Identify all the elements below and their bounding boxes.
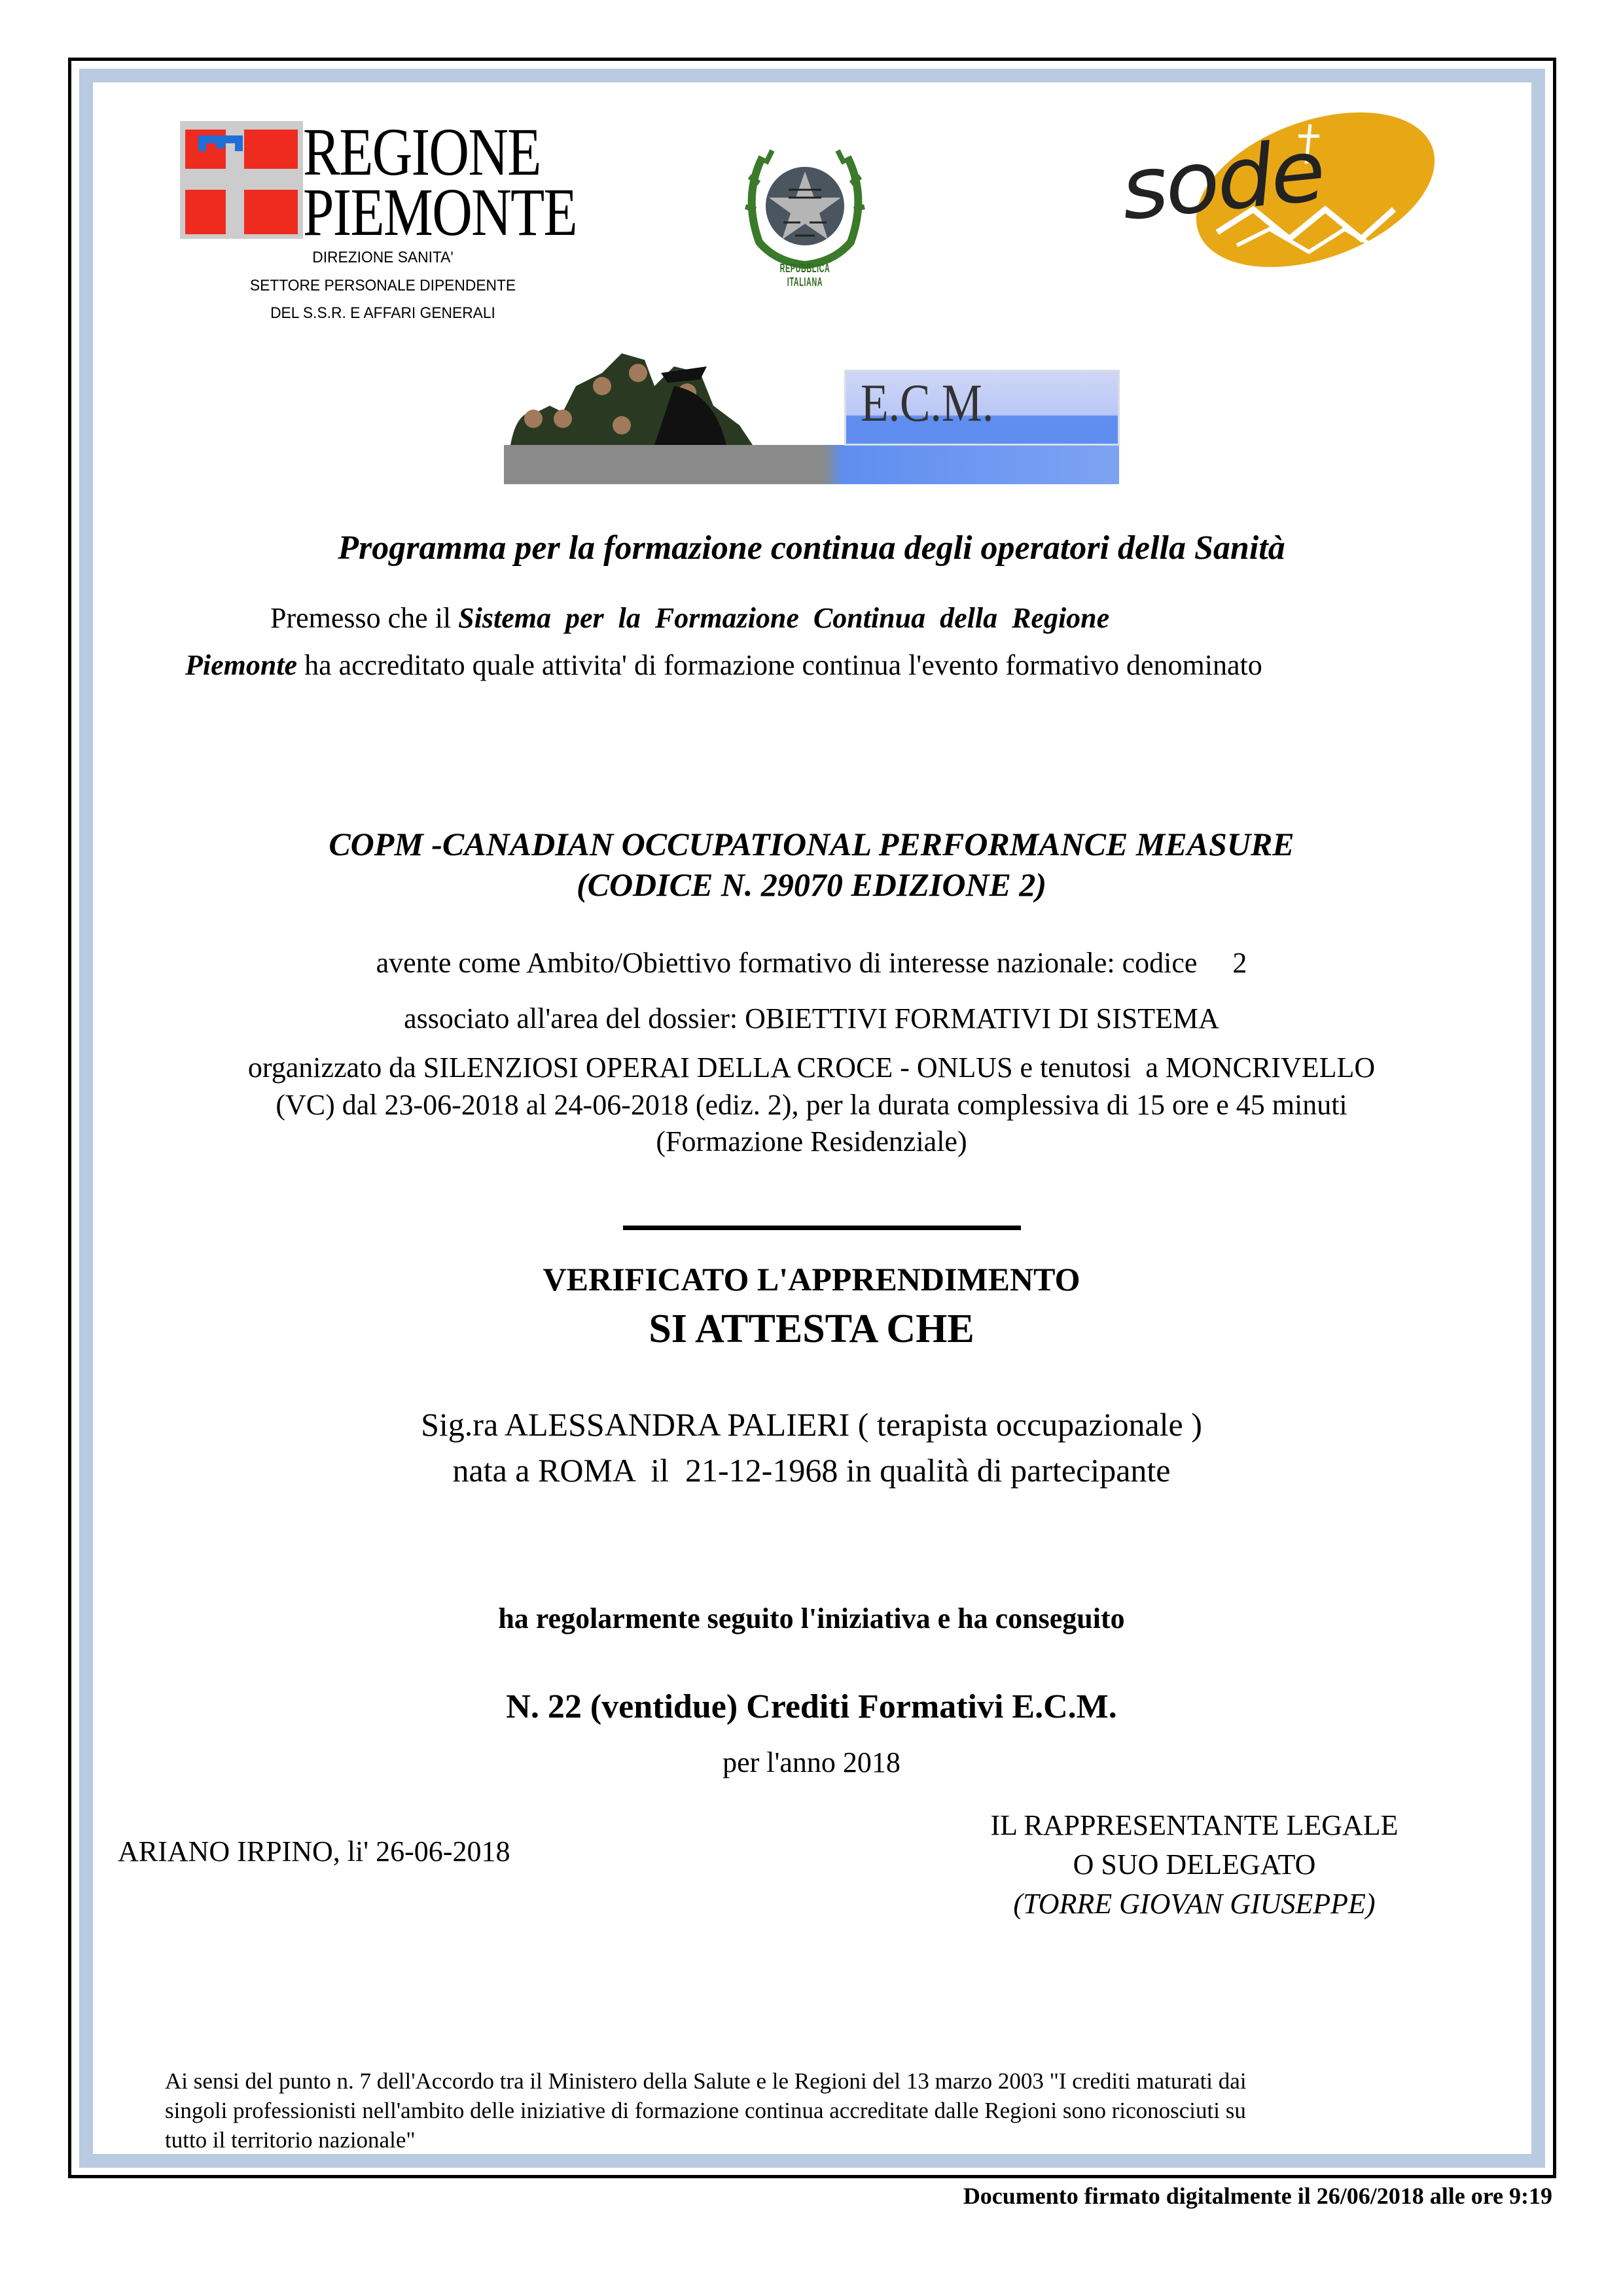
signatory-role-line-2: O SUO DELEGATO xyxy=(1073,1848,1316,1881)
premise-accreditation-text: ha accreditato quale attivita' di formazione continua l'evento formativo denominato xyxy=(304,649,1262,681)
ecm-banner-title: E.C.M. xyxy=(861,373,994,433)
event-organizer-line-3: (Formazione Residenziale) xyxy=(656,1125,967,1157)
legal-note-line-3: tutto il territorio nazionale" xyxy=(165,2127,416,2153)
premise-system-name: Sistema per la Formazione Continua della Regione xyxy=(458,602,1110,634)
completion-statement: ha regolarmente seguito l'iniziativa e ha conseguito xyxy=(498,1602,1125,1634)
sode-logo xyxy=(1113,111,1453,275)
event-organizer-line-1: organizzato da SILENZIOSI OPERAI DELLA CROCE - ONLUS e tenutosi a MONCRIVELLO xyxy=(247,1051,1376,1084)
italian-republic-emblem xyxy=(736,137,874,289)
premise-line-1 xyxy=(270,604,1109,633)
credits-year: per l'anno 2018 xyxy=(722,1746,901,1778)
participant-birth-line: nata a ROMA il 21-12-1968 in qualità di partecipante xyxy=(452,1452,1171,1489)
signatory-name: (TORRE GIOVAN GIUSEPPE) xyxy=(1013,1888,1376,1920)
painting-figures-icon xyxy=(504,347,851,445)
attests-heading: SI ATTESTA CHE xyxy=(649,1307,974,1351)
ecm-banner xyxy=(504,347,1119,491)
logo-word-regione: REGIONE xyxy=(303,115,541,190)
programme-title: Programma per la formazione continua degli operatori della Sanità xyxy=(338,529,1285,567)
premise-line-2 xyxy=(185,651,1262,680)
piemonte-flag-icon xyxy=(180,121,303,239)
event-organizer-line-2: (VC) dal 23-06-2018 al 24-06-2018 (ediz. 2), per la durata complessiva di 15 ore e 45 minuti xyxy=(276,1089,1347,1121)
premise-prefix: Premesso che il xyxy=(270,602,452,634)
section-divider xyxy=(623,1226,1021,1230)
digital-signature-note: Documento firmato digitalmente il 26/06/2018 alle ore 9:19 xyxy=(963,2183,1552,2209)
legal-note-line-1: Ai sensi del punto n. 7 dell'Accordo tra il Ministero della Salute e le Regioni del 13 marzo 2003 "I crediti maturati dai xyxy=(165,2068,1247,2094)
event-title: COPM -CANADIAN OCCUPATIONAL PERFORMANCE MEASURE xyxy=(329,826,1294,862)
regione-piemonte-logo xyxy=(180,115,599,330)
legal-note xyxy=(165,2066,1247,2155)
premise-region-name: Piemonte xyxy=(185,649,298,681)
emblem-caption: REPUBBLICA ITALIANA xyxy=(779,262,830,289)
event-code: (CODICE N. 29070 EDIZIONE 2) xyxy=(576,866,1047,903)
verified-heading: VERIFICATO L'APPRENDIMENTO xyxy=(543,1261,1080,1298)
logo-subtitle-direzione: DIREZIONE SANITA' xyxy=(312,249,454,266)
place-and-date: ARIANO IRPINO, li' 26-06-2018 xyxy=(118,1835,510,1867)
event-dossier-area: associato all'area del dossier: OBIETTIVI FORMATIVI DI SISTEMA xyxy=(404,1002,1219,1034)
participant-name-line: Sig.ra ALESSANDRA PALIERI ( terapista occupazionale ) xyxy=(421,1406,1202,1443)
event-objective xyxy=(0,949,1623,978)
logo-subtitle-settore: SETTORE PERSONALE DIPENDENTE xyxy=(249,277,516,294)
credits-awarded: N. 22 (ventidue) Crediti Formativi E.C.M. xyxy=(506,1688,1117,1725)
logo-word-piemonte: PIEMONTE xyxy=(303,175,577,250)
legal-note-line-2: singoli professionisti nell'ambito delle iniziative di formazione continua accreditate dalle Regioni sono riconosciuti su xyxy=(165,2098,1246,2123)
logo-subtitle-ssr: DEL S.S.R. E AFFARI GENERALI xyxy=(270,304,495,322)
objective-label: avente come Ambito/Obiettivo formativo di interesse nazionale: codice xyxy=(376,947,1198,979)
emblem-star-icon xyxy=(736,137,874,281)
objective-code: 2 xyxy=(1232,947,1247,979)
sode-wordmark: sode xyxy=(1116,120,1328,239)
signatory-role-line-1: IL RAPPRESENTANTE LEGALE xyxy=(990,1809,1399,1841)
